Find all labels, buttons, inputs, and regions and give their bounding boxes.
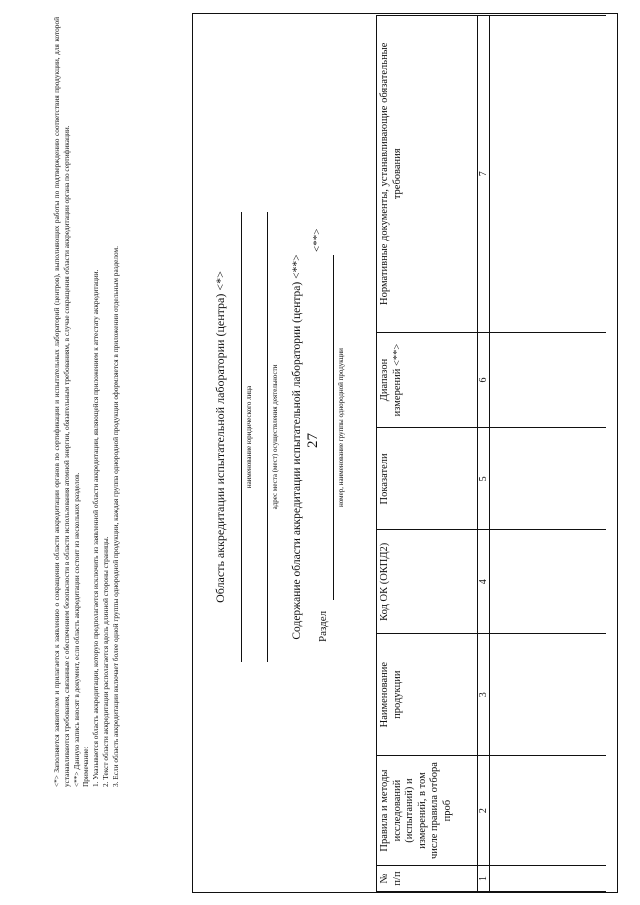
empty-cell — [490, 634, 607, 756]
section-footnote-mark: <**> — [311, 228, 323, 252]
footnote-1: <*> Заполняется заявителем и прилагается к заявлению о сокращении области аккредитации органов по сертификации и испытательных лабораторий (центров), выполняющих работы по подтверждению соответствия продукции, для которой устанавливаются требования, связанные с обеспечением безопасности в области использования атомной энергии, обязательным требованиям, в случае сокращения области аккредитации органа по сертификации. — [52, 17, 71, 787]
header-cell: Нормативные документы, устанавливающие обязательные требования — [377, 16, 478, 333]
header-cell: Показатели — [377, 428, 478, 530]
section-caption: номер, наименование группы однородной продукции — [337, 348, 345, 507]
section-line — [333, 255, 334, 600]
scope-title: Область аккредитации испытательной лаборатории (центра) <*> — [213, 271, 227, 603]
header-cell: Код ОК (ОКПД2) — [377, 530, 478, 634]
empty-cell — [490, 16, 607, 333]
column-number: 3 — [478, 634, 490, 756]
form-frame — [192, 13, 618, 893]
remark-3: 3. Если область аккредитации включает более одной группы однородной продукции, каждая группа однородной продукции оформляется в приложении отдельным разделом. — [110, 246, 120, 787]
header-cell: Правила и методы исследований (испытаний) и измерений, в том числе правила отбора проб — [377, 756, 478, 866]
empty-cell — [490, 428, 607, 530]
column-number: 6 — [478, 332, 490, 428]
empty-cell — [490, 756, 607, 866]
org-name-line — [241, 212, 242, 662]
header-cell: Диапазон измерений <**> — [377, 332, 478, 428]
notes-block — [52, 17, 121, 787]
remark-title: Примечание: — [81, 746, 91, 787]
empty-cell — [490, 332, 607, 428]
column-number: 4 — [478, 530, 490, 634]
table-empty-row — [490, 16, 607, 892]
empty-cell — [490, 866, 607, 892]
page-number: 27 — [305, 433, 321, 448]
column-number: 2 — [478, 756, 490, 866]
remark-1: 1. Указывается область аккредитации, которую предполагается исключить из заявленной области аккредитации, являющейся приложением к аттестату аккредитации. — [91, 269, 101, 787]
section-label: Раздел — [317, 610, 329, 642]
column-number: 5 — [478, 428, 490, 530]
header-cell: Наименование продукции — [377, 634, 478, 756]
remark-2: 2. Текст области аккредитации располагается вдоль длинной стороны страницы. — [100, 536, 110, 787]
header-cell: № п/п — [377, 866, 478, 892]
empty-cell — [490, 530, 607, 634]
org-name-caption: наименование юридического лица — [245, 385, 253, 489]
content-title: Содержание области аккредитации испытательной лаборатории (центра) <**> — [291, 254, 303, 640]
footnote-2: <**> Данную запись вносят в документ, если область аккредитации состоит из нескольких разделов. — [71, 472, 81, 787]
column-number: 1 — [478, 866, 490, 892]
column-number: 7 — [478, 16, 490, 333]
address-caption: адрес места (мест) осуществления деятельности — [271, 364, 279, 510]
column-number-row — [478, 16, 490, 892]
address-line — [267, 212, 268, 662]
scope-table — [376, 15, 606, 892]
table-header-row — [377, 16, 478, 892]
